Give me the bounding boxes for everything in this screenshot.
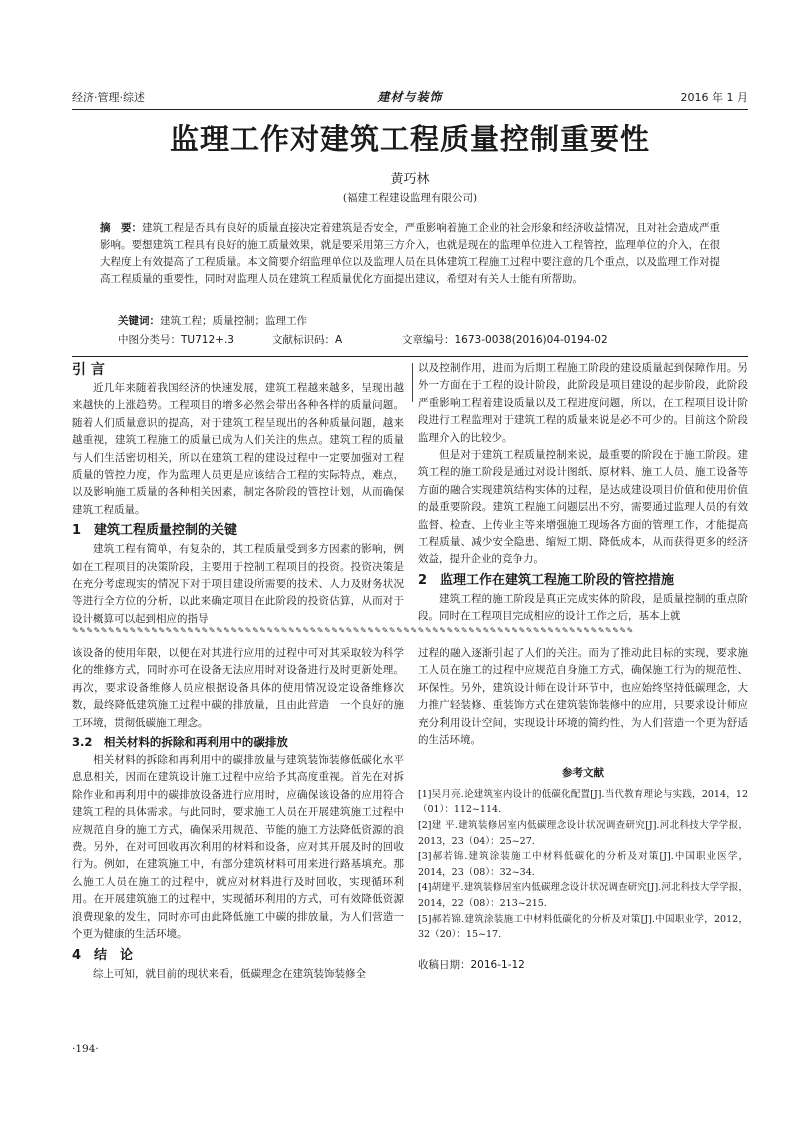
section-3-2-paragraph: 相关材料的拆除和再利用中的碳排放量与建筑装饰装修低碳化水平息息相关，因而在建筑设计施工过程中应给予其高度重视。首先在对拆除作业和再利用中的碳排放设备进行应用时，应确保该设备的应用符合建筑工程的具体需求。与此同时，要求施工人员在开展建筑施工过程中应规范自身的施工方式，确保采用规范、节能的施工方法降低资源的浪费。另外，在对可回收再次利用的材料和设备，应对其开展及时的回收行为。例如，在建筑施工中，有部分建筑材料可用来进行路基填充。那么施工人员在施工的过程中，就应对材料进行及时回收，实现循环利用。在开展建筑施工的过程中，实现循环利用的方式，可有效降低资源浪费现象的发生，同时亦可由此降低施工中碳的排放量，为人们营造一个更为健康的生活环境。 (72, 754, 404, 941)
reference-item: [3]郝若锦.建筑涂装施工中材料低碳化的分析及对策[J].中国职业医学，2014，23（08）：32~34. (418, 851, 748, 878)
abstract (100, 220, 720, 288)
section-2-heading: 2 监理工作在建筑工程施工阶段的管控措施 (418, 572, 675, 588)
references-title: 参考文献 (562, 767, 604, 780)
keywords (118, 313, 307, 328)
affiliation: (福建工程建设监理有限公司) (342, 192, 478, 204)
top-left-column (72, 358, 404, 628)
bottom-left-paragraph-1: 该设备的使用年限，以便在对其进行应用的过程中可对其采取较为科学化的维修方式，同时亦可在设备无法应用时对设备进行及时更新处理。再次，要求设备维修人员应根据设备具体的使用情况设定设备维修次数，最终降低建筑施工过程中碳的排放量，且由此营造 一个良好的施工环境，贯彻低碳施工理念。 (72, 647, 404, 729)
header-date: 2016 年 1 月 (680, 91, 748, 104)
document-code: 文献标识码：A (272, 334, 343, 346)
journal-logo: 建材与装饰 (377, 90, 443, 104)
bottom-left-column (72, 645, 404, 983)
top-right-paragraph-2: 但是对于建筑工程质量控制来说，最重要的阶段在于施工阶段。建筑工程的施工阶段是通过对设计图纸、原材料、施工人员、施工设备等方面的融合实现建筑结构实体的过程，是达成建设项目价值和使用价值的最重要阶段。建筑工程施工问题层出不穷，需要通过监理人员的有效监督、检查、上传业主等来增强施工现场各方面的管理工作，才能提高工程质量、减少安全隐患、缩短工期、降低成本，从而获得更多的经济效益，提升企业的竞争力。 (418, 449, 748, 566)
keywords-text: 建筑工程；质量控制；监理工作 (160, 315, 307, 327)
bottom-right-column (418, 645, 748, 974)
running-header (72, 89, 748, 111)
section-1-paragraph: 建筑工程有简单，有复杂的，其工程质量受到多方因素的影响，例如在工程项目的决策阶段，主要用于控制工程项目的投资。投资决策是在充分考虑现实的情况下对于项目建设所需要的技术、人力及财务状况等进行全方位的分析，以此来确定项目在此阶段的投资估算，从而对于设计概算可以起到相应的指导 (72, 543, 404, 625)
header-section: 经济·管理·综述 (72, 91, 145, 104)
top-right-paragraph-1: 以及控制作用，进而为后期工程施工阶段的建设质量起到保障作用。另外一方面在于工程的设计阶段，此阶段是项目建设的起步阶段，此阶段严重影响工程着建设质量以及工程进度问题，所以，在工程项目设计阶段进行工程监理对于建筑工程的质量来说是必不可少的。目前这个阶段监理介入的比较少。 (418, 362, 748, 444)
header-rule (72, 109, 748, 110)
abstract-text: 建筑工程是否具有良好的质量直接决定着建筑是否安全，严重影响着施工企业的社会形象和经济收益情况，且对社会造成严重影响。要想建筑工程具有良好的施工质量效果，就是要采用第三方介入，也就是现在的监理单位进入工程管控，监理单位的介入，在很大程度上有效提高了工程质量。本文简要介绍监理单位以及监理人员在具体建筑工程施工过程中要注意的几个重点，以及监理工作对提高工程质量的重要性，同时对监理人员在建筑工程质量优化方面提出建议，希望对有关人士能有所帮助。 (100, 222, 721, 285)
section-1-heading: 1 建筑工程质量控制的关键 (72, 523, 238, 539)
bottom-right-paragraph-1: 过程的融入逐渐引起了人们的关注。而为了推动此目标的实现，要求施工人员在施工的过程中应规范自身施工方式，确保施工行为的规范性、环保性。另外，建筑设计师在设计环节中，也应始终坚持低碳理念，大力推广轻装修、重装饰方式在建筑装饰装修中的应用，只要求设计师应充分利用设计空间，实现设计环境的简约性，为人们营造一个更为舒适的生活环境。 (418, 647, 748, 747)
received-date: 收稿日期：2016-1-12 (418, 958, 525, 971)
column-divider (412, 363, 413, 402)
body-top-rule (72, 356, 748, 357)
top-right-column (418, 360, 748, 626)
section-2-paragraph: 建筑工程的施工阶段是真正完成实体的阶段，是质量控制的重点阶段。同时在工程项目完成相应的设计工作之后，基本上就 (418, 592, 748, 623)
reference-item: [2]建 平.建筑装修居室内低碳理念设计状况调查研究[J].河北科技大学学报，2013，23（04）：25~27. (418, 820, 748, 847)
article-title: 监理工作对建筑工程质量控制重要性 (169, 122, 650, 156)
page-number: ·194· (72, 1043, 99, 1055)
intro-paragraph: 近几年来随着我国经济的快速发展，建筑工程越来越多，呈现出越来越快的上涨趋势。工程项目的增多必然会带出各种各样的质量问题。随着人们质量意识的提高，对于建筑工程呈现出的各种质量问题，越来越重视，建筑工程施工的质量已成为人们关注的焦点。建筑工程的质量与人们生活密切相关，所以在建筑工程的建设过程中一定要加强对工程质量的管控力度，作为监理人员更是应该结合工程的实际特点，难点，以及影响施工质量的各种相关因素，制定各阶段的管控计划，从而确保建筑工程质量。 (72, 382, 404, 516)
reference-item: [4]胡建平.建筑装修居室内低碳理念设计状况调查研究[J].河北科技大学学报，2014，22（08）：213~215. (418, 882, 748, 909)
section-4-heading: 4 结 论 (72, 947, 134, 963)
section-3-2-heading: 3.2 相关材料的拆除和再利用中的碳排放 (72, 735, 288, 750)
section-4-paragraph: 综上可知，就目前的现状来看，低碳理念在建筑装饰装修全 (93, 967, 366, 980)
clc-number: 中图分类号：TU712+.3 (118, 334, 234, 346)
keywords-label: 关键词： (118, 315, 160, 327)
author: 黄巧林 (390, 172, 430, 187)
reference-item: [5]郝若锦.建筑涂装施工中材料低碳化的分析及对策[J].中国职业学，2012，32（20）：15~17. (418, 913, 748, 941)
decorative-separator: ✎✎✎✎✎✎✎✎✎✎✎✎✎✎✎✎✎✎✎✎✎✎✎✎✎✎✎✎✎✎✎✎✎✎✎✎✎✎✎✎✎✎✎✎✎✎✎✎✎✎✎✎✎✎✎✎✎✎✎✎✎✎✎✎✎✎✎✎✎✎✎✎✎✎✎✎✎✎ (72, 626, 634, 635)
reference-item: [1]吴月亮.论建筑室内设计的低碳化配置[J].当代教育理论与实践，2014，12（01）：112~114. (418, 788, 748, 816)
article-number: 文章编号：1673-0038(2016)04-0194-02 (402, 334, 608, 346)
intro-heading: 引 言 (72, 362, 105, 378)
abstract-label: 摘 要： (100, 222, 143, 234)
